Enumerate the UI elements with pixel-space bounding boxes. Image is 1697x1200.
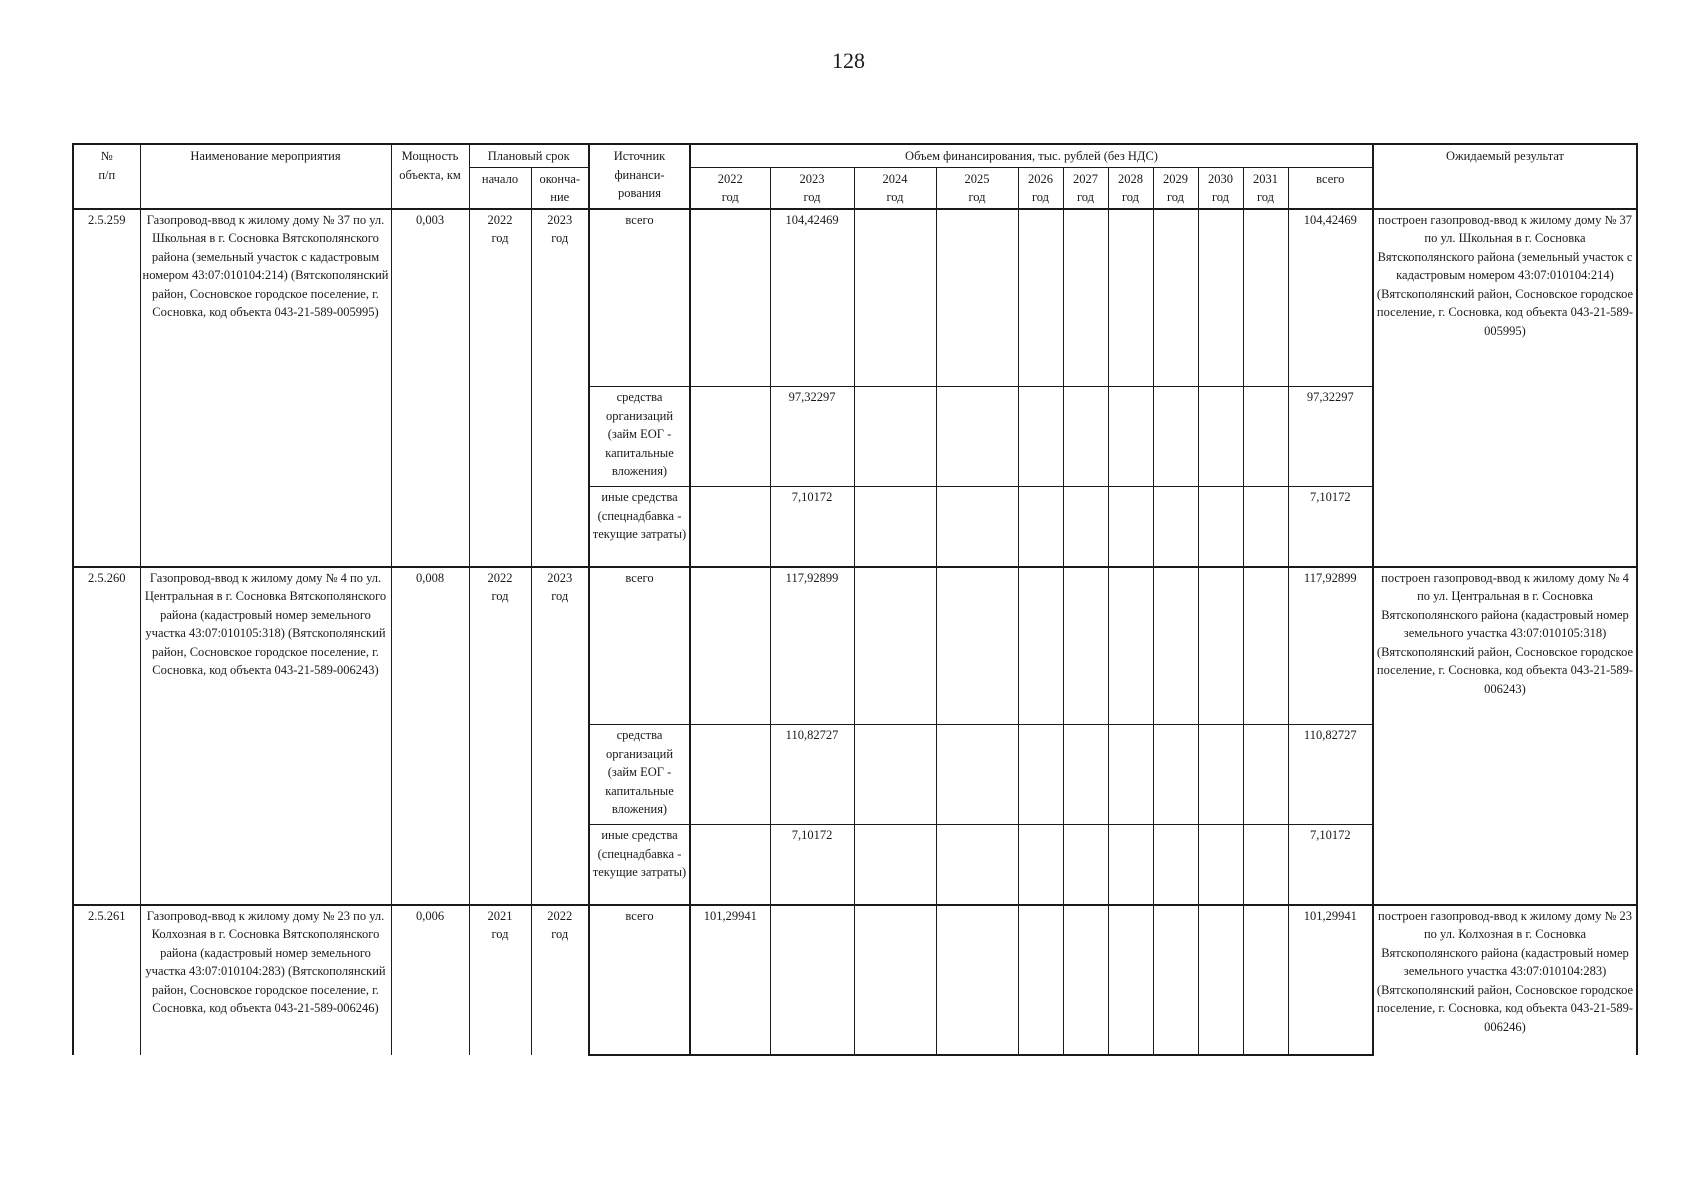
- cell-total: 117,92899: [1288, 567, 1373, 725]
- cell-total: 97,32297: [1288, 387, 1373, 487]
- cell-total: 110,82727: [1288, 725, 1373, 825]
- row-start: 2022 год: [469, 567, 531, 905]
- header-name: Наименование мероприятия: [140, 144, 391, 209]
- cell-total: 104,42469: [1288, 209, 1373, 387]
- header-start: начало: [469, 167, 531, 209]
- header-year-2030: 2030 год: [1198, 167, 1243, 209]
- row-name: Газопровод-ввод к жилому дому № 37 по ул. Школьная в г. Сосновка Вятскополянского района (земельный участок с кадастровым номером 43:07:010104:214) (Вятскополянский район, Сосновское городское поселение, г. Сосновка, код объекта 043-21-589-005995): [140, 209, 391, 567]
- row-num: 2.5.259: [73, 209, 140, 567]
- source-label: всего: [589, 905, 690, 1055]
- source-label: средства организаций (займ ЕОГ - капитальные вложения): [589, 725, 690, 825]
- financing-table: [72, 143, 1638, 1056]
- table-row: [73, 905, 1637, 1055]
- cell-2023: 104,42469: [770, 209, 854, 387]
- source-label: иные средства (спецнадбавка - текущие затраты): [589, 825, 690, 905]
- row-name: Газопровод-ввод к жилому дому № 4 по ул. Центральная в г. Сосновка Вятскополянского района (кадастровый номер земельного участка 43:07:010105:318) (Вятскополянский район, Сосновское городское поселение, г. Сосновка, код объекта 043-21-589-006243): [140, 567, 391, 905]
- row-num: 2.5.261: [73, 905, 140, 1055]
- header-year-2022: 2022 год: [690, 167, 770, 209]
- source-label: всего: [589, 567, 690, 725]
- cell-2023: 97,32297: [770, 387, 854, 487]
- row-start: 2021 год: [469, 905, 531, 1055]
- row-capacity: 0,006: [391, 905, 469, 1055]
- cell-2023: 117,92899: [770, 567, 854, 725]
- header-result: Ожидаемый результат: [1373, 144, 1637, 209]
- header-source: Источник финанси- рования: [589, 144, 690, 209]
- table-row: [73, 567, 1637, 725]
- row-start: 2022 год: [469, 209, 531, 567]
- row-end: 2022 год: [531, 905, 589, 1055]
- cell-2022: [690, 567, 770, 725]
- row-result: построен газопровод-ввод к жилому дому № 37 по ул. Школьная в г. Сосновка Вятскополянского района (земельный участок с кадастровым номером 43:07:010104:214) (Вятскополянский район, Сосновское городское поселение, г. Сосновка, код объекта 043-21-589-005995): [1373, 209, 1637, 567]
- header-funding: Объем финансирования, тыс. рублей (без НДС): [690, 144, 1373, 167]
- cell-2023: 110,82727: [770, 725, 854, 825]
- header-year-2031: 2031 год: [1243, 167, 1288, 209]
- source-label: средства организаций (займ ЕОГ - капитальные вложения): [589, 387, 690, 487]
- page-number: 128: [832, 48, 865, 73]
- header-total: всего: [1288, 167, 1373, 209]
- header-year-2024: 2024 год: [854, 167, 936, 209]
- cell-2023: [770, 905, 854, 1055]
- row-capacity: 0,003: [391, 209, 469, 567]
- row-end: 2023 год: [531, 567, 589, 905]
- row-end: 2023 год: [531, 209, 589, 567]
- header-year-2026: 2026 год: [1018, 167, 1063, 209]
- cell-2022: [690, 825, 770, 905]
- row-num: 2.5.260: [73, 567, 140, 905]
- header-year-2025: 2025 год: [936, 167, 1018, 209]
- header-year-2028: 2028 год: [1108, 167, 1153, 209]
- row-result: построен газопровод-ввод к жилому дому № 4 по ул. Центральная в г. Сосновка Вятскополянского района (кадастровый номер земельного участка 43:07:010105:318) (Вятскополянский район, Сосновское городское поселение, г. Сосновка, код объекта 043-21-589-006243): [1373, 567, 1637, 905]
- row-result: построен газопровод-ввод к жилому дому № 23 по ул. Колхозная в г. Сосновка Вятскополянского района (кадастровый номер земельного участка 43:07:010104:283) (Вятскополянский район, Сосновское городское поселение, г. Сосновка, код объекта 043-21-589-006246): [1373, 905, 1637, 1055]
- cell-2022: [690, 209, 770, 387]
- cell-2023: 7,10172: [770, 487, 854, 567]
- cell-total: 7,10172: [1288, 825, 1373, 905]
- header-year-2027: 2027 год: [1063, 167, 1108, 209]
- source-label: иные средства (спецнадбавка - текущие затраты): [589, 487, 690, 567]
- row-name: Газопровод-ввод к жилому дому № 23 по ул. Колхозная в г. Сосновка Вятскополянского района (кадастровый номер земельного участка 43:07:010104:283) (Вятскополянский район, Сосновское городское поселение, г. Сосновка, код объекта 043-21-589-006246): [140, 905, 391, 1055]
- source-label: всего: [589, 209, 690, 387]
- cell-total: 7,10172: [1288, 487, 1373, 567]
- header-year-2029: 2029 год: [1153, 167, 1198, 209]
- header-end: оконча- ние: [531, 167, 589, 209]
- cell-2022: [690, 387, 770, 487]
- header-num: № п/п: [73, 144, 140, 209]
- table-row: [73, 209, 1637, 387]
- cell-2022: 101,29941: [690, 905, 770, 1055]
- cell-2023: 7,10172: [770, 825, 854, 905]
- cell-2022: [690, 725, 770, 825]
- header-capacity: Мощность объекта, км: [391, 144, 469, 209]
- row-capacity: 0,008: [391, 567, 469, 905]
- header-plan-term: Плановый срок: [469, 144, 589, 167]
- header-year-2023: 2023 год: [770, 167, 854, 209]
- cell-2022: [690, 487, 770, 567]
- cell-total: 101,29941: [1288, 905, 1373, 1055]
